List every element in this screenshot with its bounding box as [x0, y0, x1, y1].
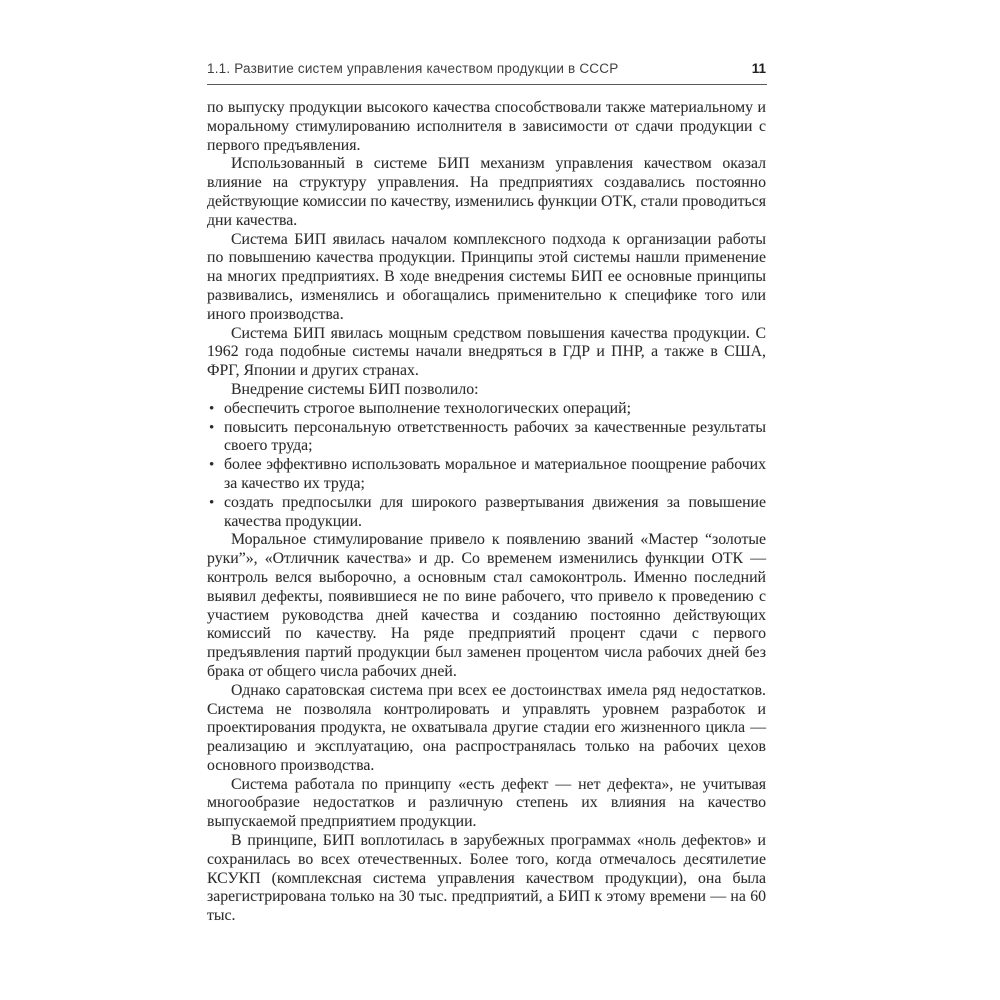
- paragraph: по выпуску продукции высокого качества способствовали также материальному и моральному стимулированию исполнителя в зависимости от сдачи продукции с первого предъявления.: [207, 99, 766, 154]
- header-rule: [207, 84, 767, 85]
- page-number: 11: [751, 61, 766, 76]
- paragraph: Внедрение системы БИП позволило:: [231, 380, 479, 398]
- bullet-item: • обеспечить строгое выполнение технологических операций;: [224, 400, 766, 419]
- bullet-item: • создать предпосылки для широкого развертывания движения за повышение качества продукции.: [224, 494, 766, 532]
- paragraph: Однако саратовская система при всех ее достоинствах имела ряд недостатков. Система не позволяла контролировать и управлять уровнем разработок и проектирования продукта, не охватывала другие стадии его жизненного цикла — реализацию и эксплуатацию, она распространялась только на рабочих цехов основного производства.: [207, 681, 766, 774]
- paragraph: Система БИП явилась началом комплексного подхода к организации работы по повышению качества продукции. Принципы этой системы нашли применение на многих предприятиях. В ходе внедрения системы БИП ее основные принципы развивались, изменялись и обогащались применительно к специфике того или иного производства.: [207, 230, 766, 323]
- paragraph: Система работала по принципу «есть дефект — нет дефекта», не учитывая многообразие недостатков и различную степень их влияния на качество выпускаемой предприятием продукции.: [207, 775, 766, 831]
- paragraph: Моральное стимулирование привело к появлению званий «Мастер “золотые руки”», «Отличник качества» и др. Со временем изменились функции ОТК — контроль велся выборочно, а основным стал самоконтроль. Именно последний выявил дефекты, появившиеся не по вине рабочего, что привело к проведению с участием руководства дней качества и созданию постоянно действующих комиссий по качеству. На ряде предприятий процент сдачи с первого предъявления партий продукции был заменен процентом числа рабочих дней без брака от общего числа рабочих дней.: [207, 531, 766, 680]
- bullet-item: • повысить персональную ответственность рабочих за качественные результаты своего труда;: [224, 419, 766, 457]
- page-body: [207, 99, 766, 926]
- running-header: [207, 61, 766, 82]
- bullet-list: [207, 400, 766, 532]
- running-head-section-title: 1.1. Развитие систем управления качеством продукции в СССР: [207, 61, 619, 76]
- bullet-item: • более эффективно использовать моральное и материальное поощрение рабочих за качество их труда;: [224, 456, 766, 494]
- paragraph: В принципе, БИП воплотилась в зарубежных программах «ноль дефектов» и сохранилась во всех отечественных. Более того, когда отмечалось десятилетие КСУКП (комплексная система управления качеством продукции), она была зарегистрирована только на 30 тыс. предприятий, а БИП к этому времени — на 60 тыс.: [207, 832, 766, 925]
- paragraph: Использованный в системе БИП механизм управления качеством оказал влияние на структуру управления. На предприятиях создавались постоянно действующие комиссии по качеству, изменились функции ОТК, стали проводиться дни качества.: [207, 155, 766, 229]
- paragraph: Система БИП явилась мощным средством повышения качества продукции. С 1962 года подобные системы начали внедряться в ГДР и ПНР, а также в США, ФРГ, Японии и других странах.: [207, 324, 766, 380]
